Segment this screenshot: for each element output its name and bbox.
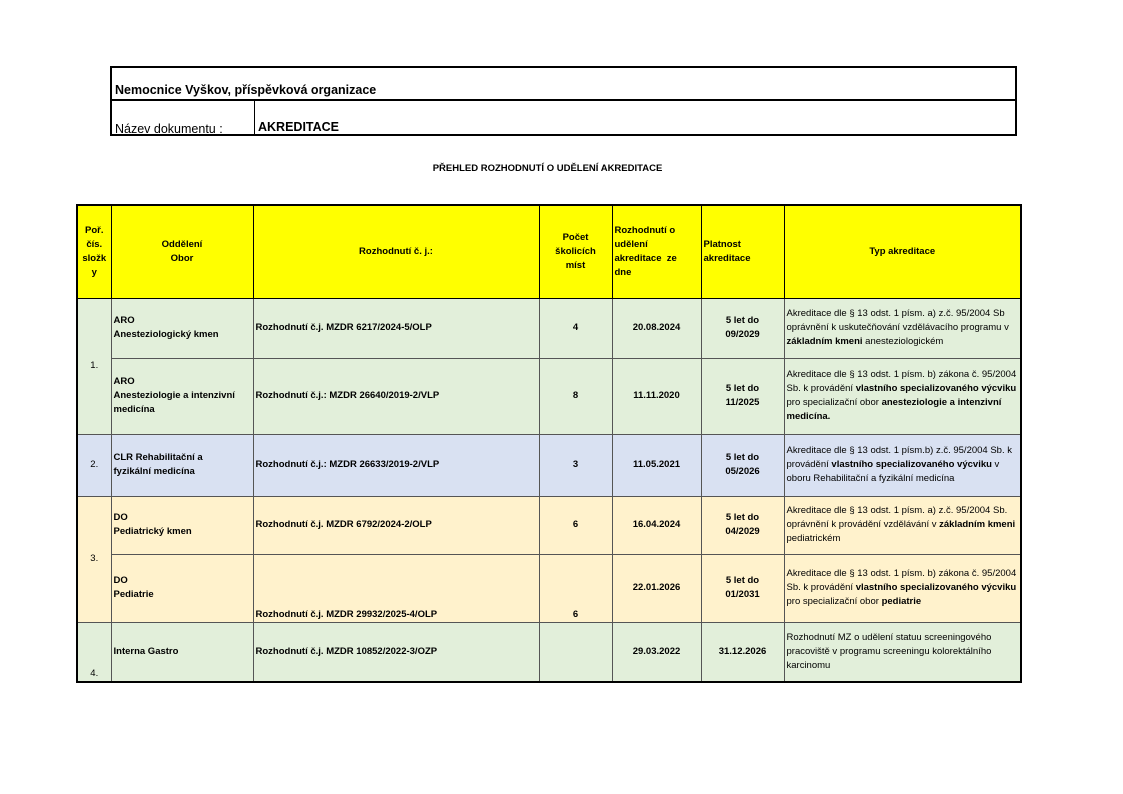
validity-cell: 5 let do 05/2026 <box>701 434 784 496</box>
places-cell: 3 <box>539 434 612 496</box>
document-name-value: AKREDITACE <box>258 120 340 134</box>
department-cell: Interna Gastro <box>111 622 253 682</box>
places-cell <box>539 622 612 682</box>
department-cell: DO Pediatrický kmen <box>111 496 253 554</box>
date-cell: 29.03.2022 <box>612 622 701 682</box>
header-places: Počet školicích míst <box>539 205 612 298</box>
validity-cell: 31.12.2026 <box>701 622 784 682</box>
validity-cell: 5 let do 01/2031 <box>701 554 784 622</box>
validity-cell: 5 let do 11/2025 <box>701 358 784 434</box>
group-number: 4. <box>77 622 111 682</box>
places-cell: 8 <box>539 358 612 434</box>
type-cell: Akreditace dle § 13 odst. 1 písm. a) z.č. 95/2004 Sb. oprávnění k provádění vzdělávání v základním kmeni pediatrickém <box>784 496 1021 554</box>
group-number: 2. <box>77 434 111 496</box>
organization-name: Nemocnice Vyškov, příspěvková organizace <box>112 68 1015 101</box>
type-cell: Rozhodnutí MZ o udělení statuu screeningového pracoviště v programu screeningu kolorektálního karcinomu <box>784 622 1021 682</box>
table-row <box>77 496 1021 554</box>
decision-cell: Rozhodnutí č.j.: MZDR 26640/2019-2/VLP <box>253 358 539 434</box>
decision-cell: Rozhodnutí č.j. MZDR 6792/2024-2/OLP <box>253 496 539 554</box>
table-row <box>77 358 1021 434</box>
places-cell: 6 <box>539 496 612 554</box>
header-decision: Rozhodnutí č. j.: <box>253 205 539 298</box>
department-cell: CLR Rehabilitační a fyzikální medicína <box>111 434 253 496</box>
date-cell: 11.05.2021 <box>612 434 701 496</box>
header-accreditation-type: Typ akreditace <box>784 205 1021 298</box>
header-number: Poř. čís. složk y <box>77 205 111 298</box>
department-cell: DO Pediatrie <box>111 554 253 622</box>
table-header-row <box>77 205 1021 298</box>
decision-cell: Rozhodnutí č.j.: MZDR 26633/2019-2/VLP <box>253 434 539 496</box>
type-cell: Akreditace dle § 13 odst. 1 písm. b) zákona č. 95/2004 Sb. k provádění vlastního specializovaného výcviku pro specializační obor anesteziologie a intenzivní medicína. <box>784 358 1021 434</box>
date-cell: 11.11.2020 <box>612 358 701 434</box>
type-cell: Akreditace dle § 13 odst. 1 písm. b) zákona č. 95/2004 Sb. k provádění vlastního specializovaného výcviku pro specializační obor pediatrie <box>784 554 1021 622</box>
date-cell: 16.04.2024 <box>612 496 701 554</box>
page-subtitle: PŘEHLED ROZHODNUTÍ O UDĚLENÍ AKREDITACE <box>432 163 663 174</box>
accreditation-table <box>76 204 1022 683</box>
places-cell: 6 <box>539 554 612 622</box>
decision-cell: Rozhodnutí č.j. MZDR 6217/2024-5/OLP <box>253 298 539 358</box>
group-number: 3. <box>77 496 111 622</box>
table-row <box>77 622 1021 682</box>
decision-cell: Rozhodnutí č.j. MZDR 10852/2022-3/OZP <box>253 622 539 682</box>
department-cell: ARO Anesteziologie a intenzivní medicína <box>111 358 253 434</box>
date-cell: 22.01.2026 <box>612 554 701 622</box>
type-cell: Akreditace dle § 13 odst. 1 písm. a) z.č. 95/2004 Sb oprávnění k uskutečňování vzdělávacího programu v základním kmeni anesteziologickém <box>784 298 1021 358</box>
type-cell: Akreditace dle § 13 odst. 1 písm.b) z.č. 95/2004 Sb. k provádění vlastního specializovaného výcviku v oboru Rehabilitační a fyzikální medicína <box>784 434 1021 496</box>
document-header <box>110 66 1017 136</box>
validity-cell: 5 let do 04/2029 <box>701 496 784 554</box>
table-row <box>77 298 1021 358</box>
document-name-row <box>112 101 1015 134</box>
group-number: 1. <box>77 298 111 434</box>
validity-cell: 5 let do 09/2029 <box>701 298 784 358</box>
places-cell: 4 <box>539 298 612 358</box>
decision-cell: Rozhodnutí č.j. MZDR 29932/2025-4/OLP <box>253 554 539 622</box>
header-validity: Platnost akreditace <box>701 205 784 298</box>
header-decision-date: Rozhodnutí o udělení akreditace ze dne <box>612 205 701 298</box>
date-cell: 20.08.2024 <box>612 298 701 358</box>
department-cell: ARO Anesteziologický kmen <box>111 298 253 358</box>
table-row <box>77 434 1021 496</box>
header-department: Oddělení Obor <box>111 205 253 298</box>
table-row <box>77 554 1021 622</box>
document-name-label: Název dokumentu : <box>112 101 255 134</box>
